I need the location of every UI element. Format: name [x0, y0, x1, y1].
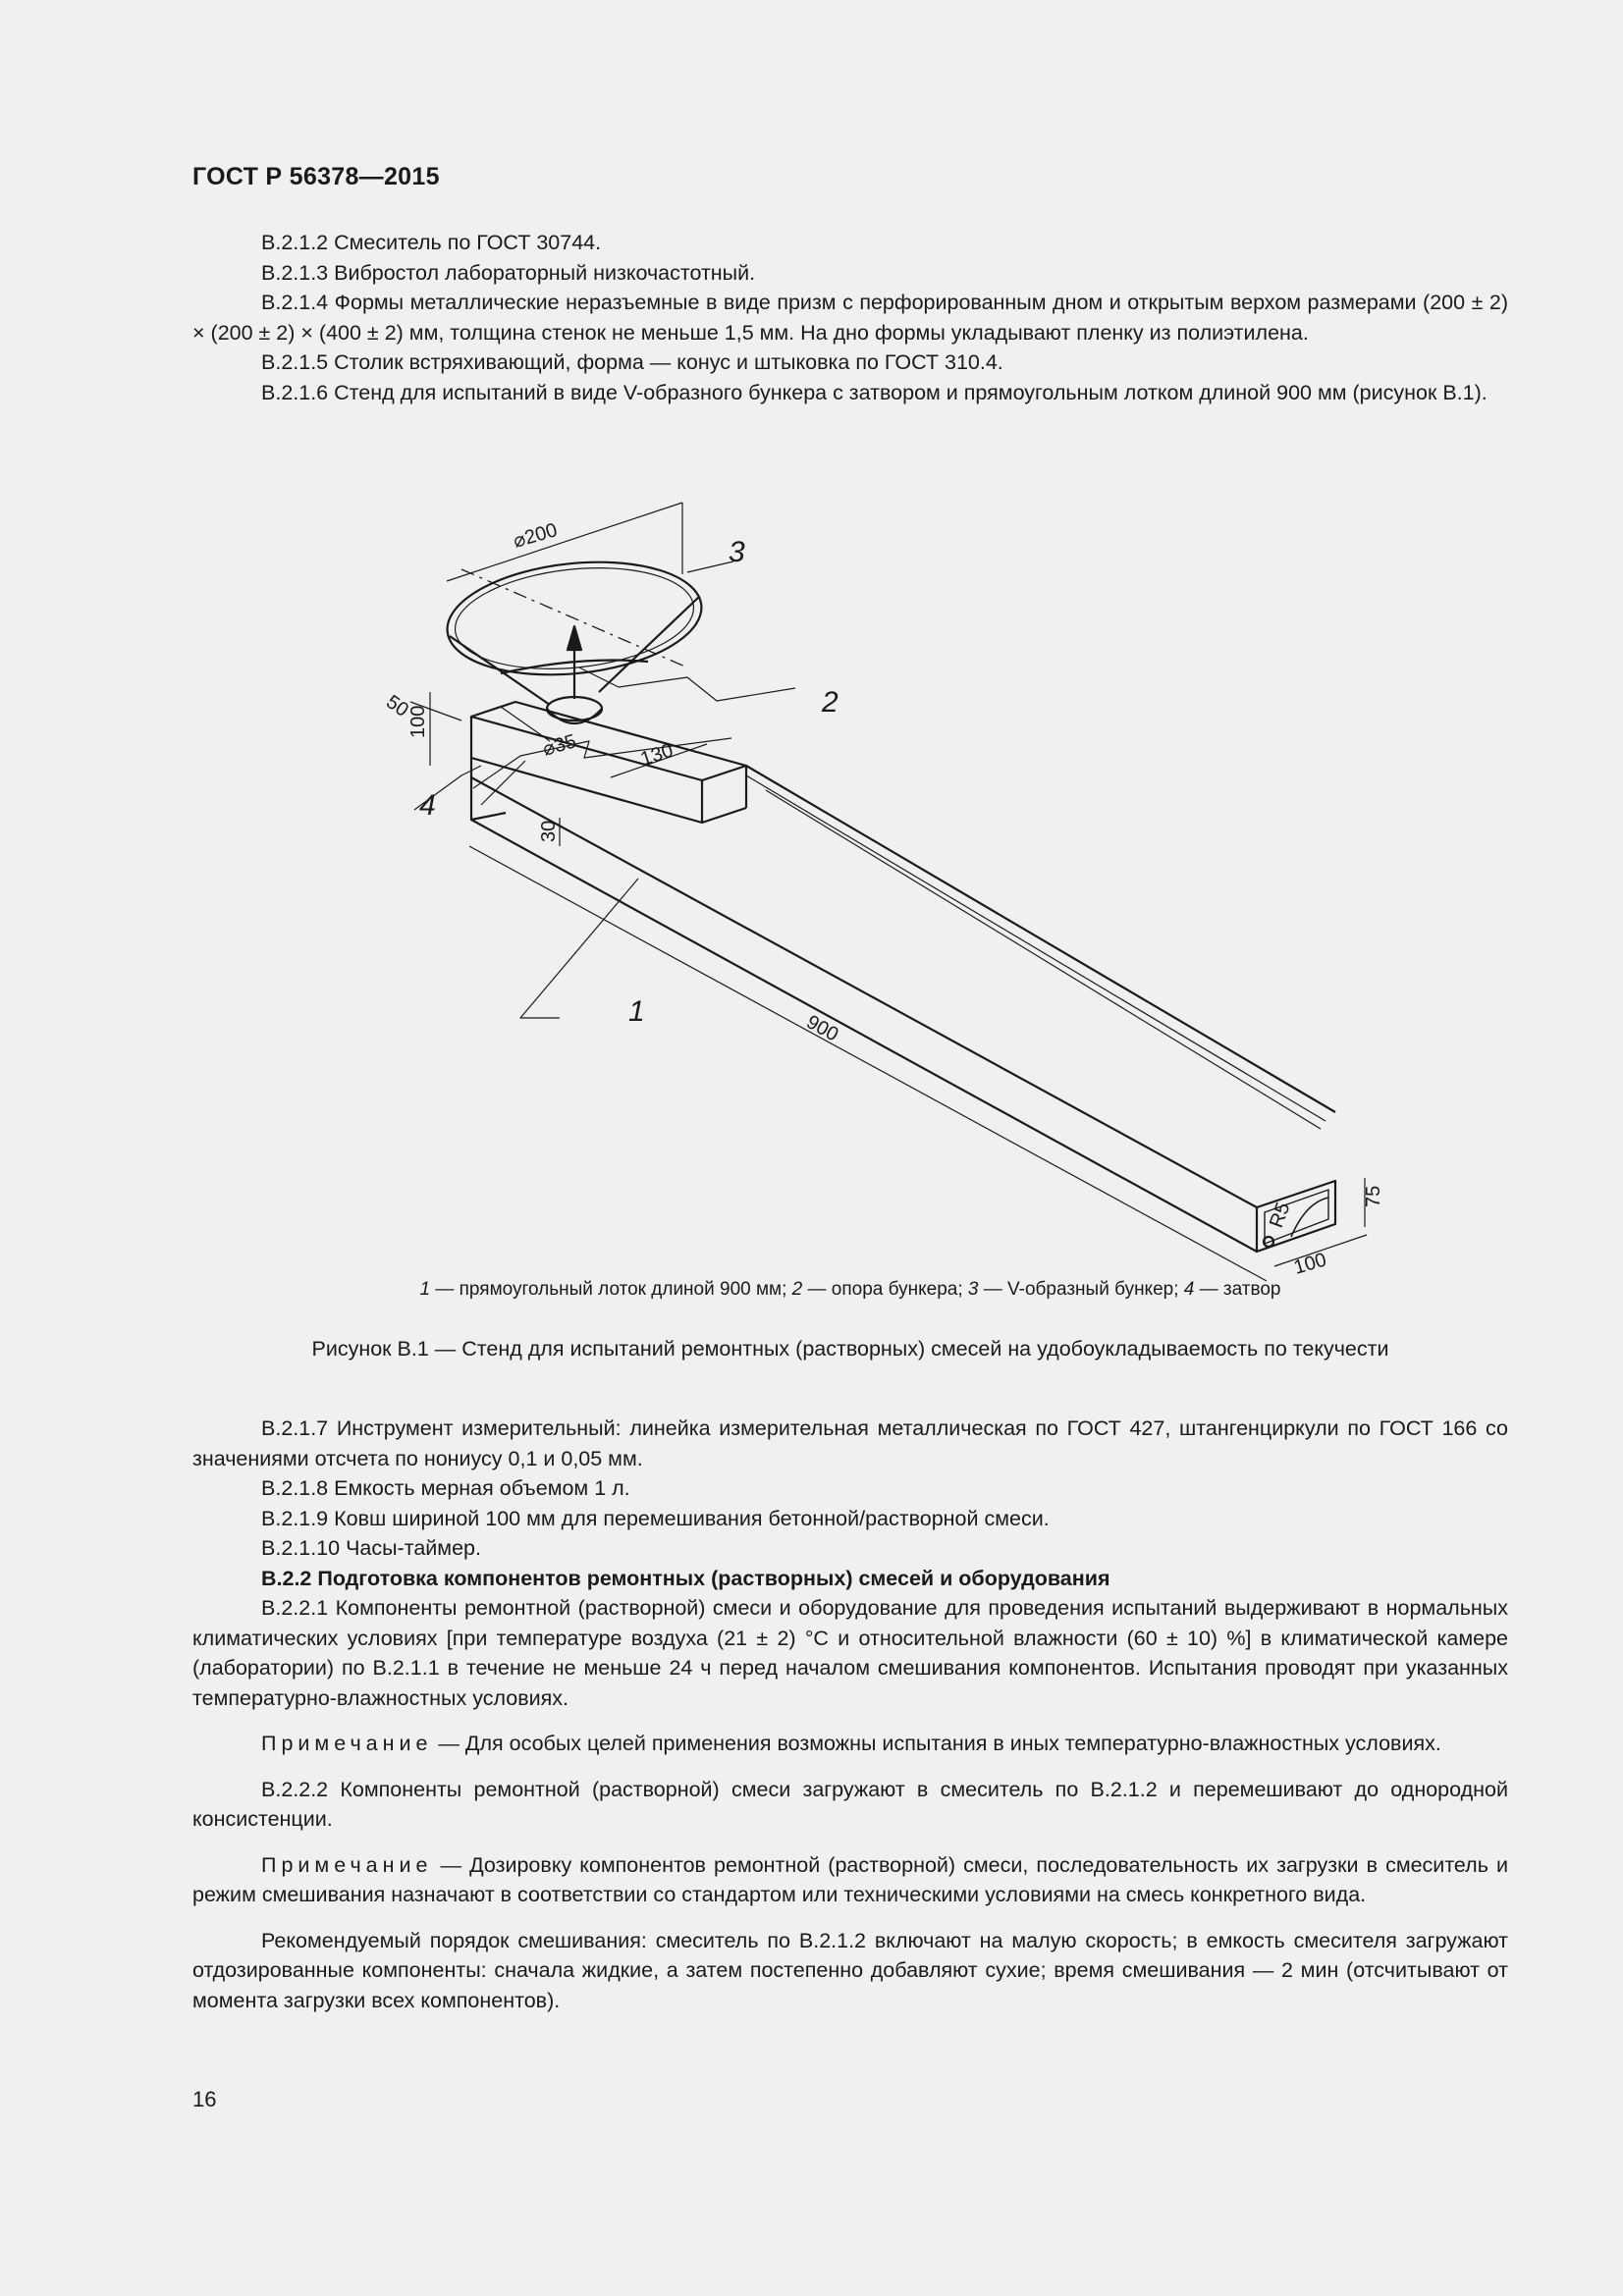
dim-h75: 75: [1363, 1185, 1384, 1207]
dim-h100: 100: [407, 705, 429, 738]
dim-h30: 30: [538, 820, 560, 842]
dim-w130: 130: [637, 739, 676, 771]
figure-b1: [353, 481, 1384, 1279]
legend-text-3: — V-образный бункер;: [978, 1279, 1184, 1300]
gate-arrow-head: [568, 626, 581, 650]
dim-w50: 50: [382, 691, 412, 721]
dim-d200: ⌀200: [511, 519, 561, 553]
dim-r5: R5: [1266, 1200, 1295, 1231]
paragraph-b2110: В.2.1.10 Часы-таймер.: [261, 1536, 481, 1560]
tray-side: [471, 777, 1257, 1252]
dim-d35: ⌀35: [540, 730, 579, 761]
paragraph-recommended-order: Рекомендуемый порядок смешивания: смеситель по В.2.1.2 включают на малую скорость; в емкость смесителя загружают отдозированные компоненты: сначала жидкие, а затем постепенно добавляют сухие; время смешивания — 2 мин (отсчитывают от момента загрузки всех компонентов).: [192, 1928, 1508, 2012]
dim-w100: 100: [1291, 1249, 1329, 1279]
figure-caption: Рисунок В.1 — Стенд для испытаний ремонтных (растворных) смесей на удобоукладываемость по текучести: [311, 1337, 1389, 1361]
paragraph-b221: В.2.2.1 Компоненты ремонтной (растворной) смеси и оборудование для проведения испытаний выдерживают в нормальных климатических условиях [при температуре воздуха (21 ± 2) °С и относительной влажности (60 ± 10) %] в климатической камере (лаборатории) по В.2.1.1 в течение не меньше 24 ч перед началом смешивания компонентов. Испытания проводят при указанных температурно-влажностных условиях.: [192, 1596, 1508, 1710]
page-number: 16: [192, 2087, 217, 2111]
paragraph-b213: В.2.1.3 Вибростол лабораторный низкочастотный.: [261, 260, 756, 285]
paragraph-b216: В.2.1.6 Стенд для испытаний в виде V-образного бункера с затвором и прямоугольным лотком длиной 900 мм (рисунок В.1).: [261, 380, 1488, 404]
legend-num-2: 2: [791, 1279, 803, 1300]
label-2: 2: [822, 686, 839, 719]
hopper-cone-left: [450, 636, 550, 705]
note-1-text: — Для особых целей применения возможны испытания в иных температурно-влажностных условиях.: [432, 1732, 1441, 1755]
paragraph-b218: В.2.1.8 Емкость мерная объемом 1 л.: [261, 1476, 630, 1500]
paragraph-b217: В.2.1.7 Инструмент измерительный: линейка измерительная металлическая по ГОСТ 427, штангенциркули по ГОСТ 166 со значениями отсчета по нониусу 0,1 и 0,05 мм.: [192, 1416, 1508, 1470]
test-stand-drawing: [353, 481, 1384, 1279]
bottom-paragraphs: [192, 1414, 1508, 2015]
label-1: 1: [628, 995, 645, 1028]
heading-b22: В.2.2 Подготовка компонентов ремонтных (растворных) смесей и оборудования: [261, 1566, 1110, 1590]
tray-far-edge: [746, 766, 1335, 1112]
note-2-text: — Дозировку компонентов ремонтной (растворной) смеси, последовательность их загрузки в смеситель и режим смешивания назначают в соответствии со стандартом или техническими условиями на смесь конкретного вида.: [192, 1852, 1508, 1906]
legend-text-4: — затвор: [1194, 1279, 1281, 1300]
label-3: 3: [729, 536, 745, 568]
paragraph-b219: В.2.1.9 Ковш шириной 100 мм для перемешивания бетонной/растворной смеси.: [261, 1506, 1050, 1530]
legend-num-1: 1: [419, 1279, 431, 1300]
paragraph-b215: В.2.1.5 Столик встряхивающий, форма — конус и штыковка по ГОСТ 310.4.: [261, 350, 1003, 374]
note-2: [192, 1850, 1508, 1910]
paragraph-b214: В.2.1.4 Формы металлические неразъемные в виде призм с перфорированным дном и открытым верхом размерами (200 ± 2) × (200 ± 2) × (400 ± 2) мм, толщина стенок не меньше 1,5 мм. На дно формы укладывают пленку из полиэтилена.: [192, 291, 1508, 345]
note-1: [192, 1729, 1508, 1759]
tray-top-edge: [471, 758, 1257, 1207]
legend-text-2: — опора бункера;: [802, 1279, 968, 1300]
top-paragraphs: [192, 228, 1508, 407]
legend-num-4: 4: [1183, 1279, 1195, 1300]
label-4: 4: [419, 789, 436, 822]
note-2-word: Примечание: [261, 1852, 433, 1877]
legend-num-3: 3: [967, 1279, 979, 1300]
figure-legend: [192, 1279, 1508, 1301]
paragraph-b212: В.2.1.2 Смеситель по ГОСТ 30744.: [261, 231, 602, 254]
document-header: ГОСТ Р 56378—2015: [192, 163, 440, 190]
paragraph-b222: В.2.2.2 Компоненты ремонтной (растворной) смеси загружают в смеситель по В.2.1.2 и перемешивают до однородной консистенции.: [192, 1777, 1508, 1831]
note-1-word: Примечание: [261, 1732, 433, 1755]
dim-l900: 900: [802, 1011, 842, 1046]
legend-text-1: — прямоугольный лоток длиной 900 мм;: [430, 1279, 792, 1300]
